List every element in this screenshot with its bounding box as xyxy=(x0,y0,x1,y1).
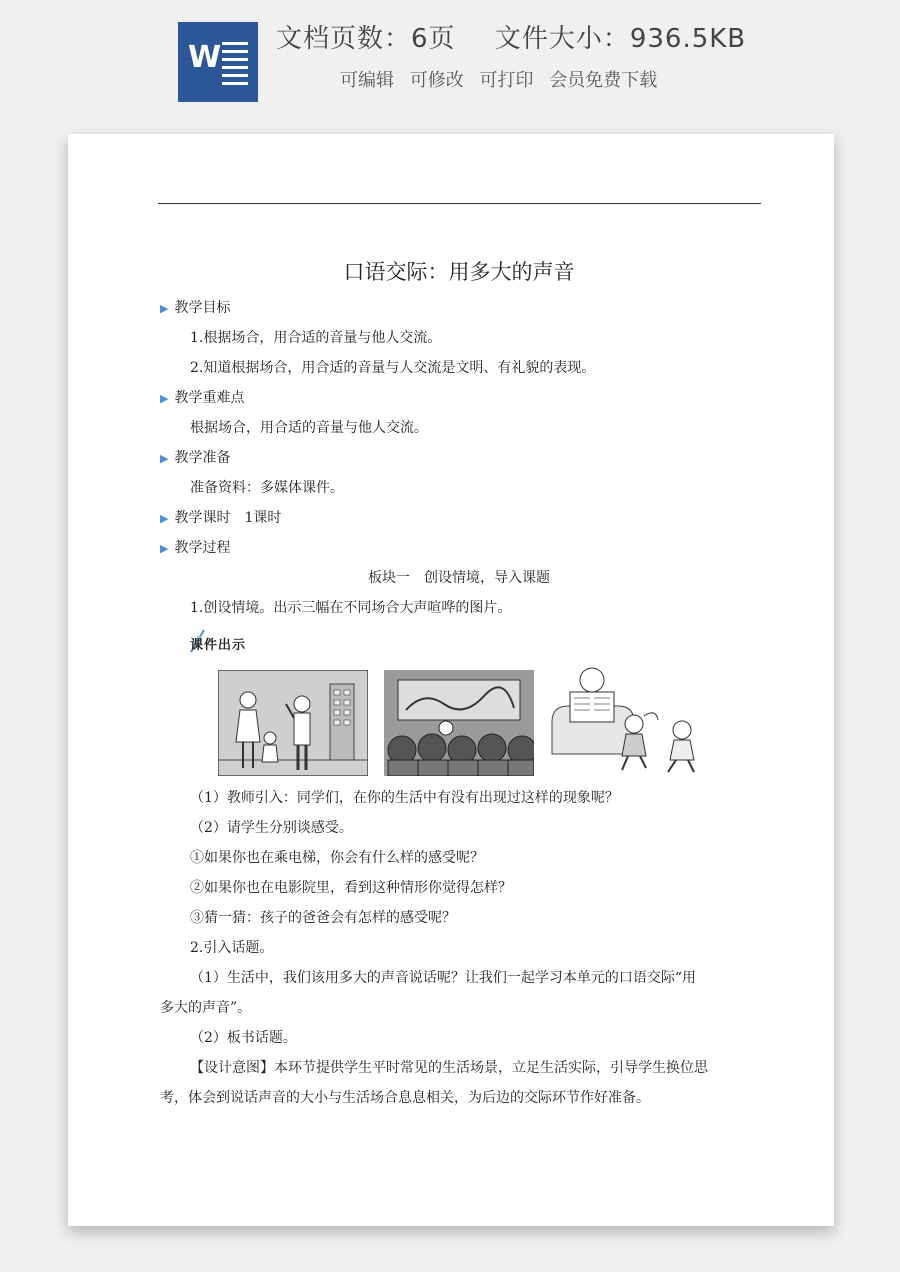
elevator-scene-image xyxy=(218,670,368,776)
paragraph: ②如果你也在电影院里，看到这种情形你觉得怎样？ xyxy=(190,880,512,896)
page-count: 文档页数：6页 xyxy=(276,24,456,54)
triangle-bullet-icon: ▶ xyxy=(160,512,169,525)
feature-modifiable: 可修改 xyxy=(409,70,464,91)
paragraph: （1）教师引入：同学们，在你的生活中有没有出现过这样的现象呢？ xyxy=(190,790,619,806)
triangle-bullet-icon: ▶ xyxy=(160,302,169,315)
section-heading: ▶ 教学准备 xyxy=(160,450,231,466)
paragraph: ①如果你也在乘电梯，你会有什么样的感受呢？ xyxy=(190,850,484,866)
cinema-scene-image xyxy=(384,670,534,776)
paragraph: （2）请学生分别谈感受。 xyxy=(190,820,353,836)
feature-printable: 可打印 xyxy=(479,70,534,91)
paragraph: 【设计意图】本环节提供学生平时常见的生活场景，立足生活实际，引导学生换位思 xyxy=(190,1060,708,1076)
triangle-bullet-icon: ▶ xyxy=(160,392,169,405)
feature-free-download: 会员免费下载 xyxy=(549,70,658,91)
paragraph: 2.知道根据场合，用合适的音量与人交流是文明、有礼貌的表现。 xyxy=(190,360,596,376)
paragraph: 多大的声音”。 xyxy=(160,1000,252,1016)
paragraph: 根据场合，用合适的音量与他人交流。 xyxy=(190,420,428,436)
courseware-label: 课件出示 xyxy=(190,638,247,653)
triangle-bullet-icon: ▶ xyxy=(160,542,169,555)
living-room-scene-image xyxy=(548,662,702,778)
document-title: 口语交际：用多大的声音 xyxy=(343,260,575,284)
section-heading: ▶ 教学重难点 xyxy=(160,390,245,406)
doc-info xyxy=(276,18,746,55)
doc-features xyxy=(340,66,667,92)
feature-editable: 可编辑 xyxy=(340,70,394,91)
file-size: 文件大小：936.5KB xyxy=(494,24,747,54)
paragraph: （1）生活中，我们该用多大的声音说话呢？让我们一起学习本单元的口语交际“用 xyxy=(190,970,697,986)
paragraph: （2）板书话题。 xyxy=(190,1030,297,1046)
section-heading: ▶ 教学目标 xyxy=(160,300,231,316)
paragraph: 1.根据场合，用合适的音量与他人交流。 xyxy=(190,330,442,346)
header-rule xyxy=(158,203,761,204)
block-heading: 板块一 创设情境，导入课题 xyxy=(368,570,550,586)
paragraph: ③猜一猜：孩子的爸爸会有怎样的感受呢？ xyxy=(190,910,456,926)
triangle-bullet-icon: ▶ xyxy=(160,452,169,465)
paragraph: 2.引入话题。 xyxy=(190,940,274,956)
section-heading: ▶ 教学课时 1课时 xyxy=(160,510,282,526)
paragraph: 考，体会到说话声音的大小与生活场合息息相关，为后边的交际环节作好准备。 xyxy=(160,1090,650,1106)
paragraph: 1.创设情境。出示三幅在不同场合大声喧哗的图片。 xyxy=(190,600,512,616)
section-heading: ▶ 教学过程 xyxy=(160,540,231,556)
document-page xyxy=(68,134,834,1226)
word-document-icon: W xyxy=(178,22,258,102)
paragraph: 准备资料：多媒体课件。 xyxy=(190,480,344,496)
header xyxy=(0,0,900,110)
